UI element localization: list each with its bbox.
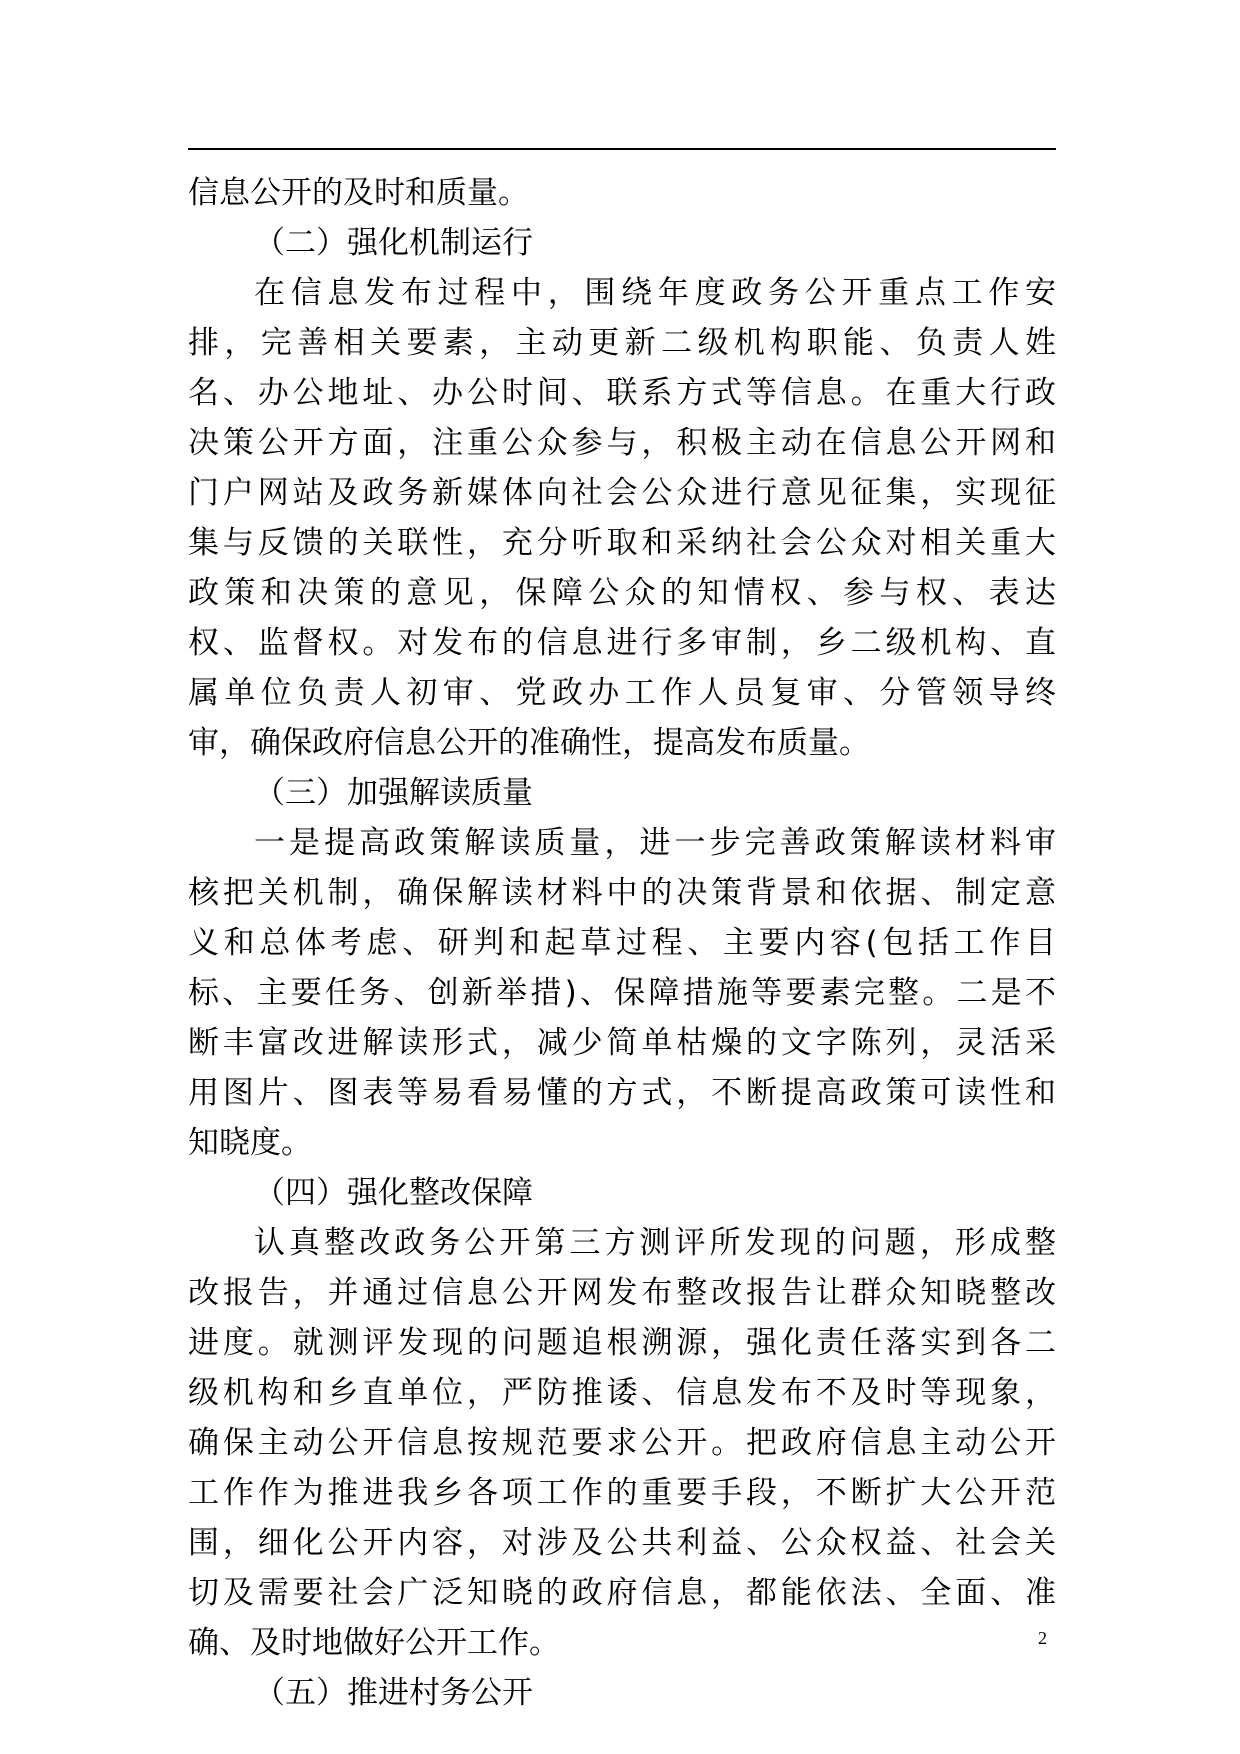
section-heading: （三）加强解读质量 [254,775,533,811]
page-number: 2 [1038,1628,1047,1648]
paragraph-line: 认真整改政务公开第三方测评所发现的问题，形成整 [254,1225,1056,1261]
paragraph-line: 切及需要社会广泛知晓的政府信息，都能依法、全面、准 [188,1575,1056,1611]
paragraph-line: 义和总体考虑、研判和起草过程、主要内容(包括工作目 [188,925,1056,961]
paragraph-line: 核把关机制，确保解读材料中的决策背景和依据、制定意 [188,875,1056,911]
paragraph-line: 用图片、图表等易看易懂的方式，不断提高政策可读性和 [188,1075,1056,1111]
paragraph-line: 改报告，并通过信息公开网发布整改报告让群众知晓整改 [188,1275,1056,1311]
paragraph-line: 级机构和乡直单位，严防推诿、信息发布不及时等现象， [188,1375,1056,1411]
paragraph-line: 权、监督权。对发布的信息进行多审制，乡二级机构、直 [188,625,1056,661]
paragraph [188,818,1056,1168]
paragraph [188,1218,1056,1668]
paragraph-line: 名、办公地址、办公时间、联系方式等信息。在重大行政 [188,375,1056,411]
paragraph-line: 在信息发布过程中，围绕年度政务公开重点工作安 [254,275,1056,311]
paragraph-line: 门户网站及政务新媒体向社会公众进行意见征集，实现征 [188,475,1056,511]
paragraph-line: 政策和决策的意见，保障公众的知情权、参与权、表达 [188,575,1056,611]
paragraph-line: 确、及时地做好公开工作。 [188,1625,560,1661]
paragraph-line: 知晓度。 [188,1125,312,1161]
paragraph-line: 确保主动公开信息按规范要求公开。把政府信息主动公开 [188,1425,1056,1461]
document-body [188,168,1056,1718]
paragraph-line: 标、主要任务、创新举措)、保障措施等要素完整。二是不 [188,975,1056,1011]
paragraph-line: 围，细化公开内容，对涉及公共利益、公众权益、社会关 [188,1525,1056,1561]
paragraph-line: 信息公开的及时和质量。 [188,175,529,211]
paragraph-line: 进度。就测评发现的问题追根溯源，强化责任落实到各二 [188,1325,1056,1361]
section-heading: （五）推进村务公开 [254,1675,533,1711]
paragraph-line: 审，确保政府信息公开的准确性，提高发布质量。 [188,725,870,761]
paragraph-line: 工作作为推进我乡各项工作的重要手段，不断扩大公开范 [188,1475,1056,1511]
paragraph [188,168,1056,218]
paragraph-line: 排，完善相关要素，主动更新二级机构职能、负责人姓 [188,325,1056,361]
paragraph-line: 一是提高政策解读质量，进一步完善政策解读材料审 [254,825,1056,861]
section-heading: （四）强化整改保障 [254,1175,533,1211]
section-heading: （二）强化机制运行 [254,225,533,261]
paragraph-line: 集与反馈的关联性，充分听取和采纳社会公众对相关重大 [188,525,1056,561]
paragraph-line: 属单位负责人初审、党政办工作人员复审、分管领导终 [188,675,1056,711]
paragraph-line: 断丰富改进解读形式，减少简单枯燥的文字陈列，灵活采 [188,1025,1056,1061]
paragraph-line: 决策公开方面，注重公众参与，积极主动在信息公开网和 [188,425,1056,461]
header-rule [188,148,1056,150]
paragraph [188,268,1056,768]
